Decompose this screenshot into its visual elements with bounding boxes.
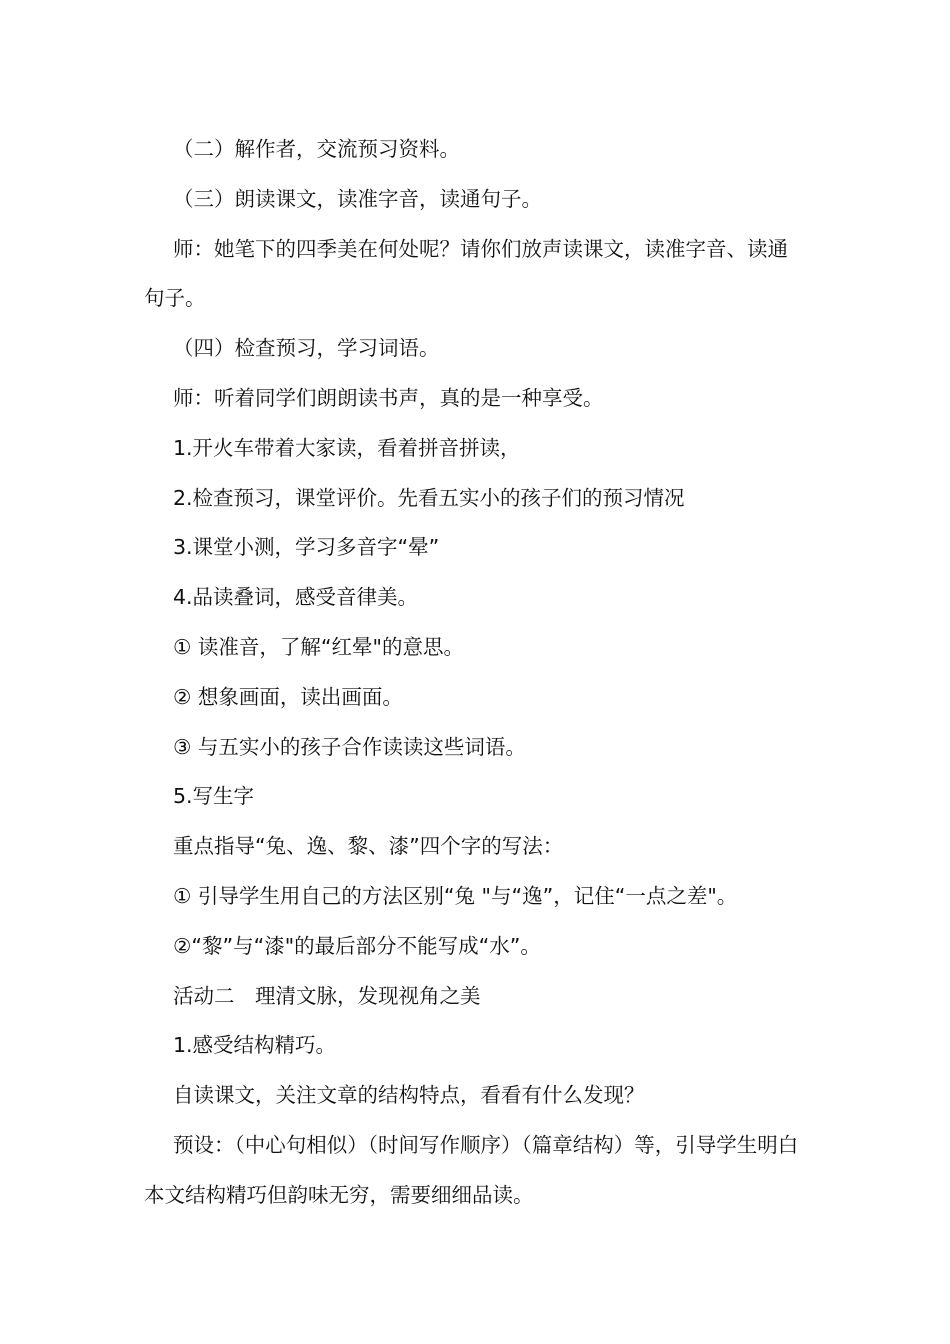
paragraph-3: 师：她笔下的四季美在何处呢？请你们放声读课文，读准字音、读通句子。 [144, 236, 788, 311]
paragraph-11: ② 想象画面，读出画面。 [173, 684, 403, 709]
paragraph-7: 2.检查预习，课堂评价。先看五实小的孩子们的预习情况 [173, 485, 685, 510]
paragraph-2: （三）朗读课文，读准字音，读通句子。 [173, 186, 542, 211]
paragraph-8: 3.课堂小测，学习多音字“晕” [173, 535, 440, 560]
paragraph-20: 预设：（中心句相似）（时间写作顺序）（篇章结构）等，引导学生明白本文结构精巧但韵味无穷，需要细细品读。 [144, 1132, 799, 1207]
paragraph-5: 师：听着同学们朗朗读书声，真的是一种享受。 [173, 385, 604, 410]
paragraph-13: 5.写生字 [173, 784, 255, 809]
paragraph-15: ① 引导学生用自己的方法区别“兔 "与“逸”，记住“一点之差"。 [173, 883, 738, 908]
paragraph-17: 活动二 理清文脉，发现视角之美 [173, 983, 481, 1008]
paragraph-4: （四）检查预习，学习词语。 [173, 336, 440, 361]
paragraph-16: ②“黎”与“漆"的最后部分不能写成“水”。 [173, 933, 541, 958]
paragraph-19: 自读课文，关注文章的结构特点，看看有什么发现？ [173, 1083, 645, 1108]
paragraph-9: 4.品读叠词，感受音律美。 [173, 585, 419, 610]
paragraph-6: 1.开火车带着大家读，看着拼音拼读， [173, 435, 521, 460]
paragraph-12: ③ 与五实小的孩子合作读读这些词语。 [173, 734, 526, 759]
paragraph-1: （二）解作者，交流预习资料。 [173, 137, 460, 161]
paragraph-14: 重点指导“兔、逸、黎、漆”四个字的写法： [173, 834, 564, 859]
paragraph-10: ① 读准音，了解“红晕"的意思。 [173, 634, 464, 659]
paragraph-18: 1.感受结构精巧。 [173, 1033, 337, 1058]
document-body [144, 125, 808, 1221]
